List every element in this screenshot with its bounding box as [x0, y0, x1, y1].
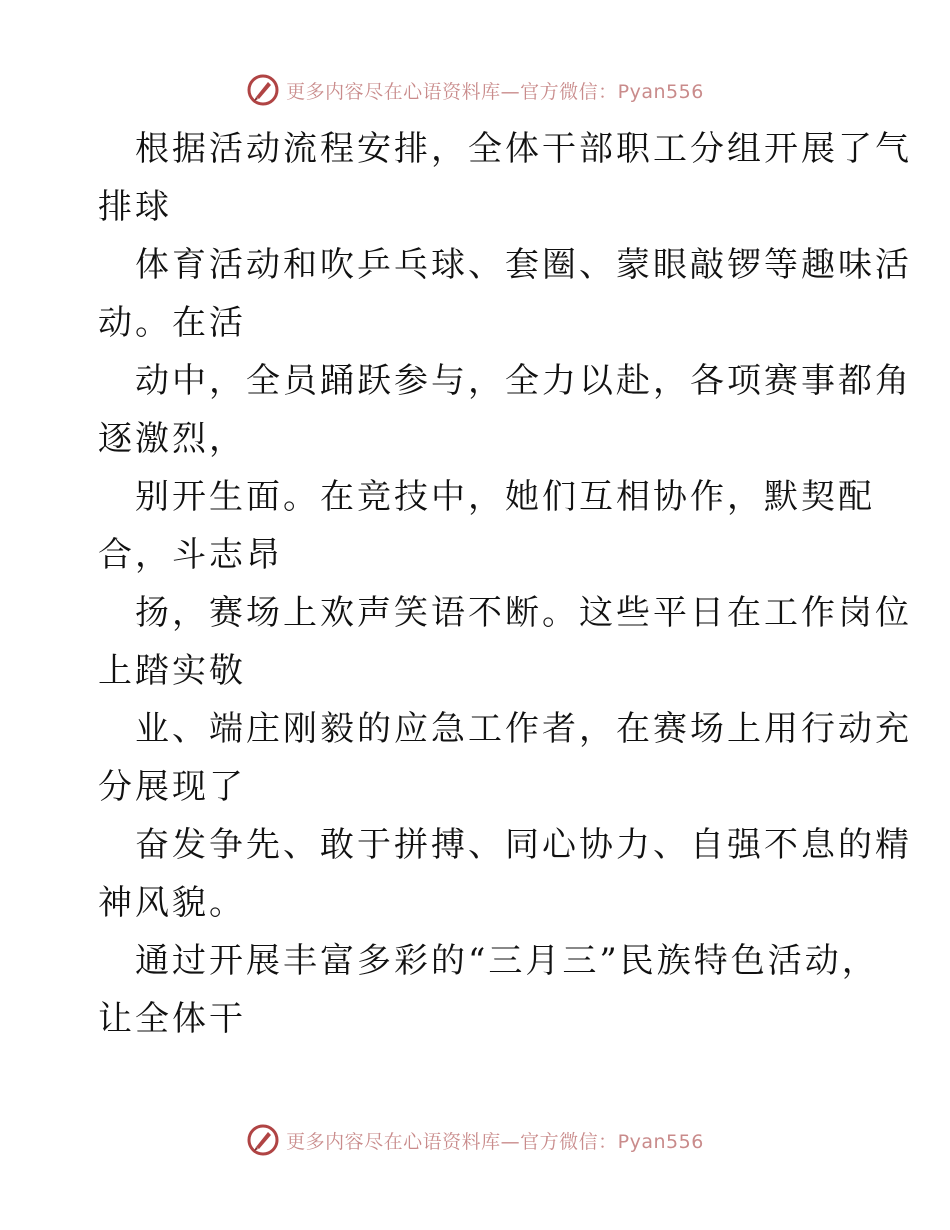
text-line: 分展现了 [98, 767, 246, 807]
text-line: 逐激烈， [98, 419, 246, 459]
header-watermark [0, 70, 950, 110]
text-line: 上踏实敬 [98, 651, 246, 691]
pen-logo-icon [246, 1123, 280, 1157]
watermark-text: 更多内容尽在心语资料库—官方微信：Pyan556 [286, 1130, 704, 1153]
watermark-text: 更多内容尽在心语资料库—官方微信：Pyan556 [286, 80, 704, 103]
text-line: 奋发争先、敢于拼搏、同心协力、自强不息的精 [135, 825, 912, 865]
text-line: 业、端庄刚毅的应急工作者，在赛场上用行动充 [135, 709, 912, 749]
text-line: 动中，全员踊跃参与，全力以赴，各项赛事都角 [135, 361, 912, 401]
text-line: 合，斗志昂 [98, 535, 283, 575]
footer-watermark [0, 1120, 950, 1160]
text-line: 动。在活 [98, 303, 246, 343]
text-line: 让全体干 [98, 999, 246, 1039]
text-line: 体育活动和吹乒乓球、套圈、蒙眼敲锣等趣味活 [135, 245, 912, 285]
text-line: 通过开展丰富多彩的“三月三”民族特色活动， [135, 941, 879, 981]
pen-logo-icon [246, 73, 280, 107]
text-line: 扬，赛场上欢声笑语不断。这些平日在工作岗位 [135, 593, 912, 633]
document-body [98, 120, 912, 1048]
text-line: 根据活动流程安排，全体干部职工分组开展了气 [135, 129, 912, 169]
text-line: 神风貌。 [98, 883, 246, 923]
text-line: 别开生面。在竞技中，她们互相协作，默契配 [135, 477, 875, 517]
text-line: 排球 [98, 187, 172, 227]
